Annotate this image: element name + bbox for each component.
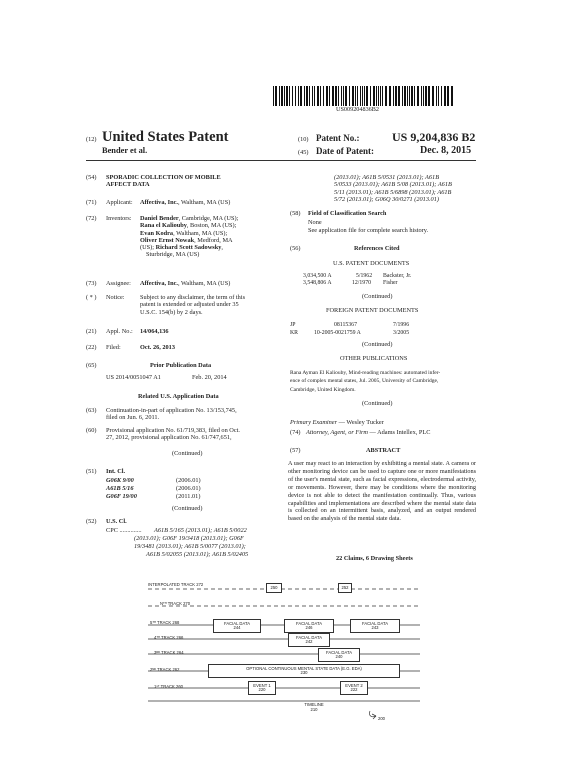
foreign-doc-2-cc: KR xyxy=(290,330,299,336)
track5-label: 5ᵀᴴ TRACK 268 xyxy=(150,620,180,625)
continuation-text: Continuation-in-part of application No. 13/153,745, filed on Jun. 6, 2011. xyxy=(106,407,237,422)
barcode-number: US009204836B2 xyxy=(336,106,379,113)
track3-label: 3ᴿᴰ TRACK 264 xyxy=(154,650,184,655)
appl-no-label: Appl. No.: xyxy=(106,328,133,335)
foreign-docs-heading: FOREIGN PATENT DOCUMENTS xyxy=(326,307,419,314)
assignee-label: Assignee: xyxy=(106,280,131,287)
foreign-doc-1-cc: JP xyxy=(290,322,296,328)
field-of-search-none: None xyxy=(308,219,322,226)
figure-reference-200: 200 xyxy=(378,716,385,721)
us-doc-2-date: 12/1970 xyxy=(352,280,372,286)
notice-text: Subject to any disclaimer, the term of this patent is extended or adjusted under 35 U.S.C. 154(b) by 2 days. xyxy=(140,294,246,316)
nth-track-label: Nᵀᴴ TRACK 270 xyxy=(160,601,191,606)
filed-date: Oct. 26, 2013 xyxy=(140,344,175,351)
us-docs-heading: U.S. PATENT DOCUMENTS xyxy=(333,260,410,267)
code-52: (52) xyxy=(86,518,97,525)
optional-continuous-data-230: OPTIONAL CONTINUOUS MENTAL STATE DATA (E.G. EDA) 230 xyxy=(208,664,400,678)
continued-5: (Continued) xyxy=(362,400,393,407)
foreign-doc-2-no: 10-2005-0021759 A xyxy=(314,330,361,336)
code-72: (72) xyxy=(86,215,97,222)
track2-label: 2ᴺᴰ TRACK 262 xyxy=(150,667,180,672)
us-cl-heading: U.S. Cl. xyxy=(106,518,127,525)
foreign-doc-2-date: 3/2005 xyxy=(393,330,410,336)
applicant: Affectiva, Inc., Waltham, MA (US) xyxy=(140,199,231,206)
code-10: (10) xyxy=(298,136,309,143)
code-65: (65) xyxy=(86,362,97,369)
code-54: (54) xyxy=(86,174,97,181)
int-cl-class-2: A61B 5/16 xyxy=(106,485,134,492)
appl-no: 14/064,136 xyxy=(140,328,169,335)
facial-data-242: FACIAL DATA 242 xyxy=(288,633,330,647)
field-of-search-heading: Field of Classification Search xyxy=(308,210,387,217)
code-71: (71) xyxy=(86,199,97,206)
other-publication: Rana Ayman El Kaliouby, Mind-reading machines: automated infer- ence of complex mental states, Jul. 2005, University of Cambridge, Cambridge, United Kingdom. xyxy=(290,370,441,393)
cpc-line-4: A61B 5/02055 (2013.01); A61B 5/02405 xyxy=(146,551,249,558)
inventors-label: Inventors: xyxy=(106,215,132,222)
patent-number: US 9,204,836 B2 xyxy=(392,130,476,144)
invention-title: SPORADIC COLLECTION OF MOBILE AFFECT DATA xyxy=(106,174,221,189)
fig-ref-arrow-line xyxy=(369,711,376,717)
references-heading: References Cited xyxy=(354,245,400,252)
interpolated-box-252: 252 xyxy=(338,583,352,593)
us-doc-2-name: Fisher xyxy=(383,280,398,286)
inventors-list: Daniel Bender, Cambridge, MA (US); Rana el Kaliouby, Boston, MA (US); Evan Kodra, Waltham, MA (US); Oliver Ernst Nowak, Medford, MA (US); Richard Scott Sadowsky, Sturbridge, MA (US) xyxy=(140,215,239,259)
claims-sheets: 22 Claims, 6 Drawing Sheets xyxy=(336,555,413,562)
code-58: (58) xyxy=(290,210,301,217)
code-22: (22) xyxy=(86,344,97,351)
filed-label: Filed: xyxy=(106,344,121,351)
abstract-text: A user may react to an interaction by exhibiting a mental state. A camera or other monitoring device can be used to capture one or more manifestations of the user's mental state, such as facial expressions, electrodermal activity, or movements. However, there may be conditions where the monitoring device is not able to detect the manifestation continually. Thus, various capabilities and implementations are described where the mental state data is collected on an intermittent basis, analyzed, and an output rendered based on the analysis of the mental state data. xyxy=(288,460,476,523)
facial-data-244: FACIAL DATA 244 xyxy=(213,619,261,633)
prior-publication-number: US 2014/0051047 A1 xyxy=(106,374,161,381)
code-57: (57) xyxy=(290,447,301,454)
code-63: (63) xyxy=(86,407,97,414)
track4-label: 4ᵀᴴ TRACK 266 xyxy=(154,635,184,640)
int-cl-date-2: (2006.01) xyxy=(176,485,201,492)
int-cl-date-3: (2011.01) xyxy=(176,493,201,500)
cpc-label: CPC .............. xyxy=(106,527,142,534)
continued-3: (Continued) xyxy=(362,293,393,300)
facial-data-246: FACIAL DATA 246 xyxy=(284,619,334,633)
assignee: Affectiva, Inc., Waltham, MA (US) xyxy=(140,280,231,287)
prior-publication-date: Feb. 20, 2014 xyxy=(192,374,227,381)
code-21: (21) xyxy=(86,328,97,335)
event-1-220: EVENT 1 220 xyxy=(248,681,276,695)
code-12: (12) xyxy=(86,136,97,143)
attorney: Attorney, Agent, or Firm — Adams Intellex, PLC xyxy=(306,429,431,436)
applicant-label: Applicant: xyxy=(106,199,133,206)
us-doc-2-no: 3,548,806 A xyxy=(303,280,332,286)
code-73: (73) xyxy=(86,280,97,287)
code-60: (60) xyxy=(86,427,97,434)
cpc-line-1: A61B 5/165 (2013.01); A61B 5/0022 xyxy=(154,527,247,534)
code-51: (51) xyxy=(86,468,97,475)
provisional-text: Provisional application No. 61/719,383, filed on Oct. 27, 2012, provisional application No. 61/747,651, xyxy=(106,427,240,442)
int-cl-class-3: G06F 19/00 xyxy=(106,493,137,500)
primary-examiner: Primary Examiner — Wesley Tucker xyxy=(290,419,384,426)
event-2-222: EVENT 2 222 xyxy=(340,681,368,695)
continued-4: (Continued) xyxy=(362,341,393,348)
interpolated-box-250: 250 xyxy=(266,583,282,593)
int-cl-heading: Int. Cl. xyxy=(106,468,126,475)
code-45: (45) xyxy=(298,149,309,156)
cpc-cont: (2013.01); A61B 5/0531 (2013.01); A61B 5/0533 (2013.01); A61B 5/08 (2013.01); A61B 5/11 (2013.01); A61B 5/6898 (2013.01); A61B 5/72 (2013.01); G06Q 30/0271 (2013.01) xyxy=(334,174,452,203)
facial-data-240: FACIAL DATA 240 xyxy=(318,648,360,662)
foreign-doc-1-date: 7/1996 xyxy=(393,322,410,328)
related-data-heading: Related U.S. Application Data xyxy=(138,393,219,400)
continued-1: (Continued) xyxy=(172,450,203,457)
us-doc-1-no: 3,034,500 A xyxy=(303,273,332,279)
us-doc-1-name: Backster, Jr. xyxy=(383,273,412,279)
foreign-doc-1-no: 08115367 xyxy=(334,322,357,328)
other-publications-heading: OTHER PUBLICATIONS xyxy=(340,355,408,362)
patent-type-title: United States Patent xyxy=(102,129,229,145)
code-74: (74) xyxy=(290,429,301,436)
track1-label: 1ˢᵀ TRACK 260 xyxy=(154,684,183,689)
interpolated-track-label: INTERPOLATED TRACK 272 xyxy=(148,582,204,587)
continued-2: (Continued) xyxy=(172,505,203,512)
notice-label: Notice: xyxy=(106,294,125,301)
cpc-line-2: (2013.01); G06F 19/3418 (2013.01); G06F xyxy=(134,535,244,542)
cpc-line-3: 19/3481 (2013.01); A61B 5/0077 (2013.01); xyxy=(134,543,246,550)
timeline-label: TIMELINE 210 xyxy=(304,702,324,712)
int-cl-date-1: (2006.01) xyxy=(176,477,201,484)
code-notice: ( * ) xyxy=(86,294,97,301)
date-of-patent-label: Date of Patent: xyxy=(316,146,374,156)
inventors-short: Bender et al. xyxy=(102,146,148,155)
patent-number-label: Patent No.: xyxy=(316,133,360,143)
facial-data-243: FACIAL DATA 243 xyxy=(350,619,400,633)
abstract-heading: ABSTRACT xyxy=(366,447,401,454)
int-cl-class-1: G06K 9/00 xyxy=(106,477,134,484)
code-56: (56) xyxy=(290,245,301,252)
field-of-search-see: See application file for complete search history. xyxy=(308,227,429,234)
us-doc-1-date: 5/1962 xyxy=(356,273,373,279)
prior-publication-heading: Prior Publication Data xyxy=(150,362,212,369)
date-of-patent: Dec. 8, 2015 xyxy=(420,145,472,156)
